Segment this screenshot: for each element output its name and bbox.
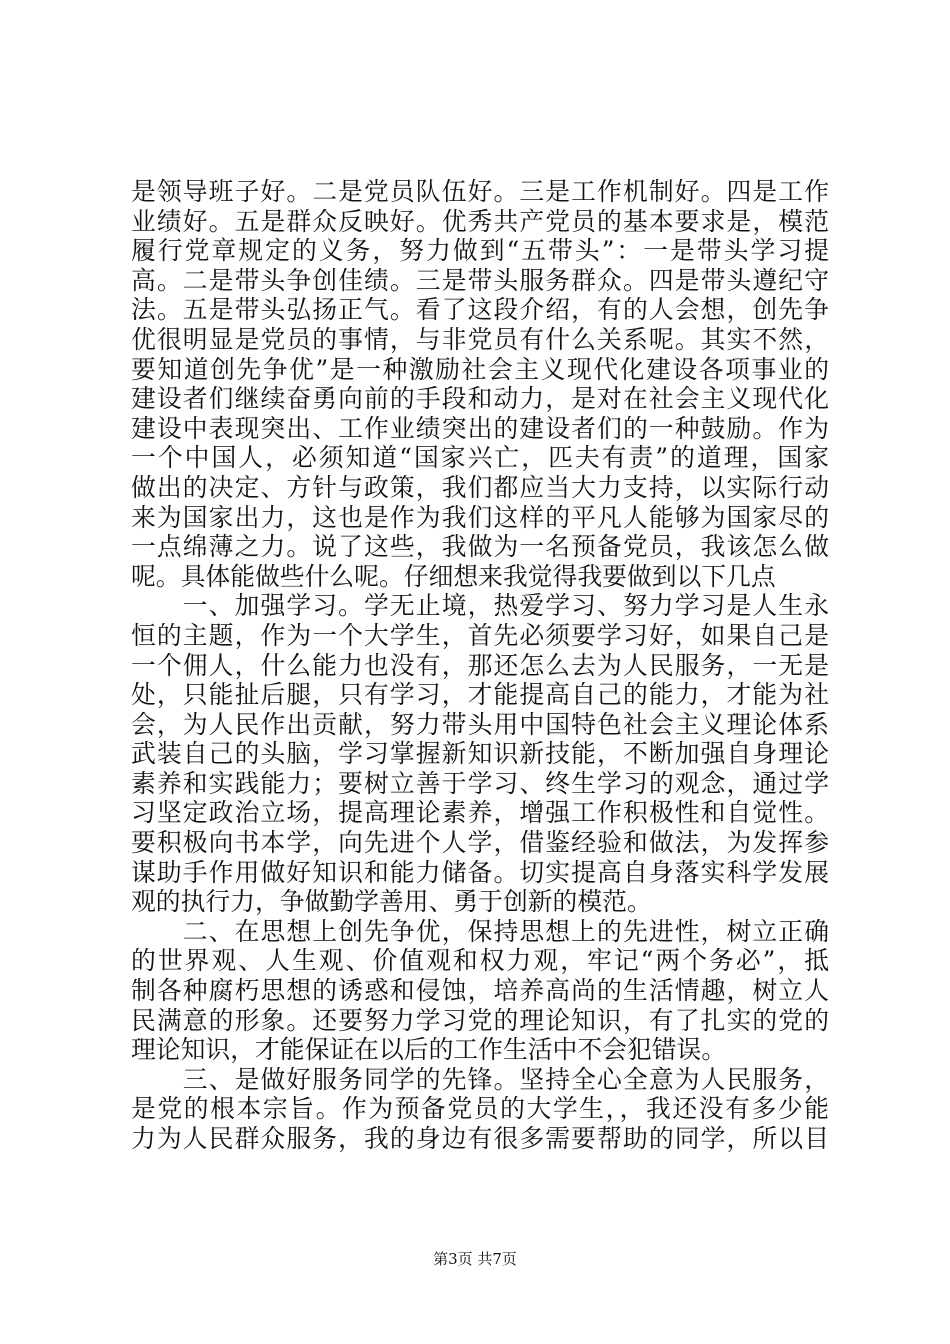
text-line: 处，只能扯后腿，只有学习，才能提高自己的能力，才能为社: [131, 680, 829, 710]
text-line: 武装自己的头脑，学习掌握新知识新技能，不断加强自身理论: [131, 739, 829, 769]
text-line: 习坚定政治立场，提高理论素养，增强工作积极性和自觉性。: [131, 798, 829, 828]
text-line: 法。五是带头弘扬正气。看了这段介绍，有的人会想，创先争: [131, 295, 829, 325]
text-line: 谋助手作用做好知识和能力储备。切实提高自身落实科学发展: [131, 857, 829, 887]
text-line: 做出的决定、方针与政策，我们都应当大力支持，以实际行动: [131, 472, 829, 502]
text-line: 业绩好。五是群众反映好。优秀共产党员的基本要求是，模范: [131, 206, 829, 236]
text-line: 履行党章规定的义务，努力做到“五带头”：一是带头学习提: [131, 236, 829, 266]
text-line: 一、加强学习。学无止境，热爱学习、努力学习是人生永: [131, 591, 829, 621]
text-line: 建设者们继续奋勇向前的手段和动力，是对在社会主义现代化: [131, 384, 829, 414]
text-line: 民满意的形象。还要努力学习党的理论知识，有了扎实的党的: [131, 1005, 829, 1035]
document-body: [131, 177, 829, 1154]
paragraph: [131, 591, 829, 917]
text-line: 的世界观、人生观、价值观和权力观，牢记“两个务必”，抵: [131, 946, 829, 976]
text-line: 制各种腐朽思想的诱惑和侵蚀，培养高尚的生活情趣，树立人: [131, 976, 829, 1006]
text-line: 高。二是带头争创佳绩。三是带头服务群众。四是带头遵纪守: [131, 265, 829, 295]
paragraph: [131, 177, 829, 591]
text-line: 建设中表现突出、工作业绩突出的建设者们的一种鼓励。作为: [131, 413, 829, 443]
text-line: 三、是做好服务同学的先锋。坚持全心全意为人民服务，: [131, 1064, 829, 1094]
text-line: 呢。具体能做些什么呢。仔细想来我觉得我要做到以下几点: [131, 561, 776, 591]
text-line: 一点绵薄之力。说了这些，我做为一名预备党员，我该怎么做: [131, 532, 829, 562]
text-line: 观的执行力，争做勤学善用、勇于创新的模范。: [131, 887, 652, 917]
text-line: 恒的主题，作为一个大学生，首先必须要学习好，如果自己是: [131, 620, 829, 650]
text-line: 要知道创先争优”是一种激励社会主义现代化建设各项事业的: [131, 354, 829, 384]
text-line: 会，为人民作出贡献，努力带头用中国特色社会主义理论体系: [131, 709, 829, 739]
text-line: 力为人民群众服务，我的身边有很多需要帮助的同学，所以目: [131, 1124, 829, 1153]
text-line: 优很明显是党员的事情，与非党员有什么关系呢。其实不然，: [131, 324, 829, 354]
text-line: 要积极向书本学，向先进个人学，借鉴经验和做法，为发挥参: [131, 828, 829, 858]
text-line: 来为国家出力，这也是作为我们这样的平凡人能够为国家尽的: [131, 502, 829, 532]
text-line: 是党的根本宗旨。作为预备党员的大学生，，我还没有多少能: [131, 1094, 829, 1124]
page-footer: 第3页 共7页: [433, 1250, 517, 1268]
text-line: 素养和实践能力；要树立善于学习、终生学习的观念，通过学: [131, 768, 829, 798]
paragraph: [131, 1065, 829, 1154]
paragraph: [131, 917, 829, 1065]
text-line: 理论知识，才能保证在以后的工作生活中不会犯错误。: [131, 1035, 727, 1065]
text-line: 是领导班子好。二是党员队伍好。三是工作机制好。四是工作: [131, 177, 829, 206]
text-line: 一个佣人，什么能力也没有，那还怎么去为人民服务，一无是: [131, 650, 829, 680]
text-line: 二、在思想上创先争优，保持思想上的先进性，树立正确: [131, 916, 829, 946]
text-line: 一个中国人，必须知道“国家兴亡，匹夫有责”的道理，国家: [131, 443, 829, 473]
